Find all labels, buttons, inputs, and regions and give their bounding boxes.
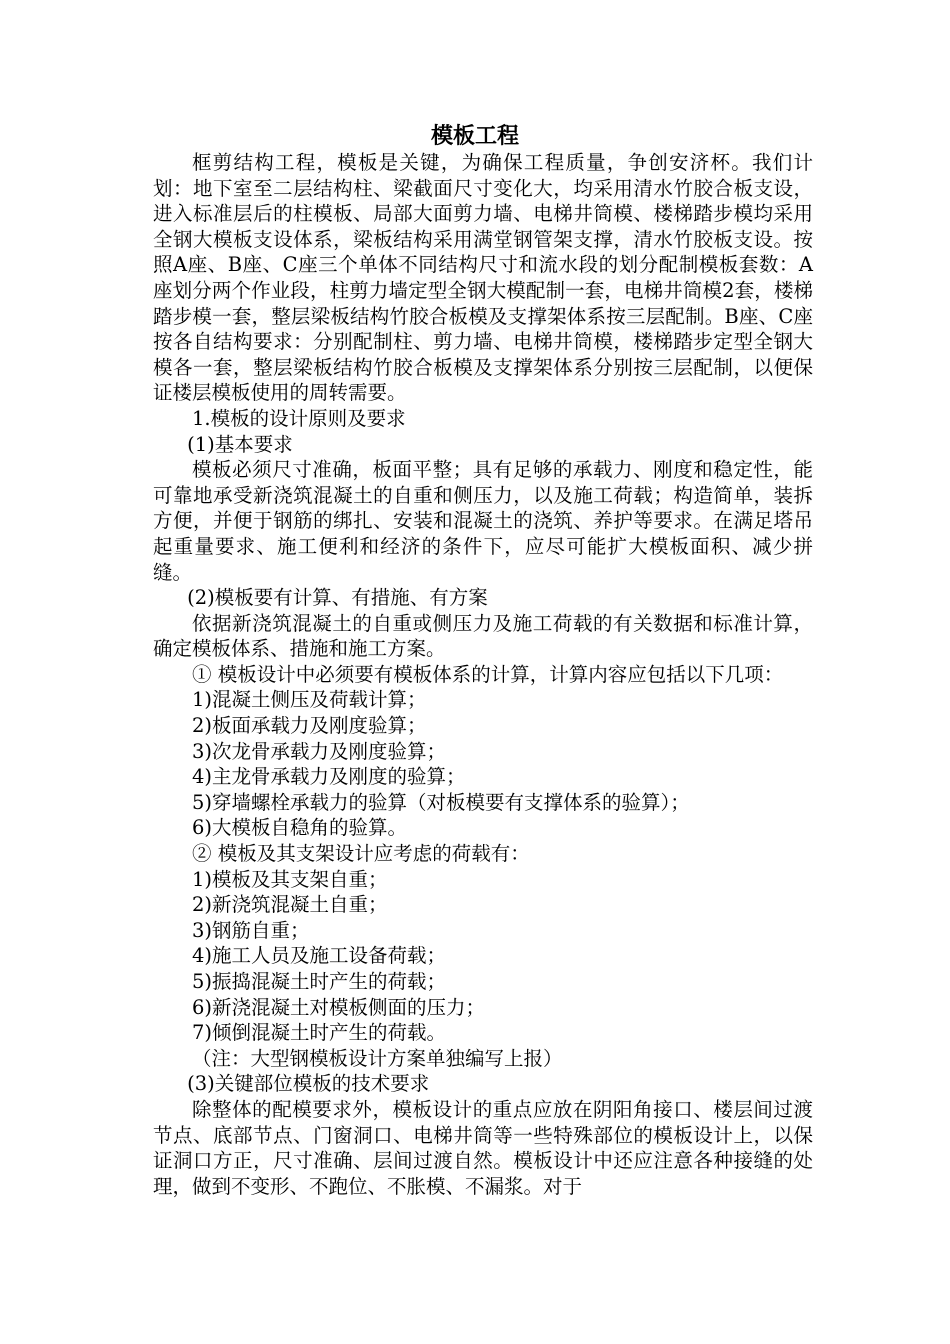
calc-list-intro: ① 模板设计中必须要有模板体系的计算，计算内容应包括以下几项： [192, 662, 784, 686]
list-item: 6)大模板自稳角的验算。 [192, 816, 408, 840]
list-item: 1)混凝土侧压及荷载计算； [192, 688, 427, 712]
document-body [153, 150, 813, 1199]
list-item: 5)振捣混凝土时产生的荷载； [192, 970, 447, 993]
load-list [153, 867, 813, 1046]
intro-paragraph: 框剪结构工程，模板是关键，为确保工程质量，争创安济杯。我们计划：地下室至二层结构柱、梁截面尺寸变化大，均采用清水竹胶合板支设，进入标准层后的柱模板、局部大面剪力墙、电梯井筒模、楼梯踏步模均采用全钢大模板支设体系，梁板结构采用满堂钢管架支撑，清水竹胶板支设。按照A座、B座、C座三个单体不同结构尺寸和流水段的划分配制模板套数：A座划分两个作业段，柱剪力墙定型全钢大模配制一套，电梯井筒模2套，楼梯踏步模一套，整层梁板结构竹胶合板模及支撑架体系按三层配制。B座、C座按各自结构要求：分别配制柱、剪力墙、电梯井筒模，楼梯踏步定型全钢大模各一套，整层梁板结构竹胶合板模及支撑架体系分别按三层配制，以便保证楼层模板使用的周转需要。 [153, 151, 813, 405]
subsection-heading: (2)模板要有计算、有措施、有方案 [187, 586, 488, 610]
list-item: 3)次龙骨承载力及刚度验算； [192, 739, 447, 763]
key-parts-paragraph: 除整体的配模要求外，模板设计的重点应放在阴阳角接口、楼层间过渡节点、底部节点、门窗洞口、电梯井筒等一些特殊部位的模板设计上，以保证洞口方正，尺寸准确、层间过渡自然。模板设计中还应注意各种接缝的处理，做到不变形、不跑位、不胀模、不漏浆。对于 [153, 1097, 813, 1198]
list-item: 3)钢筋自重； [192, 918, 310, 942]
page-title: 模板工程 [430, 124, 519, 149]
section-heading: 1.模板的设计原则及要求 [192, 406, 406, 430]
calc-list [153, 687, 813, 841]
subsection-heading: (1)基本要求 [187, 432, 293, 456]
list-item: 4)主龙骨承载力及刚度的验算； [192, 765, 466, 789]
list-item: 2)板面承载力及刚度验算； [192, 714, 427, 738]
subsection-heading: (3)关键部位模板的技术要求 [187, 1072, 430, 1096]
list-item: 2)新浇筑混凝土自重； [192, 893, 388, 917]
list-item: 1)模板及其支架自重； [192, 867, 388, 891]
list-item: 4)施工人员及施工设备荷载； [192, 944, 447, 968]
note: （注：大型钢模板设计方案单独编写上报） [192, 1046, 563, 1070]
list-item: 6)新浇混凝土对模板侧面的压力； [192, 995, 486, 1019]
basic-requirements-paragraph: 模板必须尺寸准确，板面平整；具有足够的承载力、刚度和稳定性，能可靠地承受新浇筑混凝土的自重和侧压力，以及施工荷载；构造简单，装拆方便，并便于钢筋的绑扎、安装和混凝土的浇筑、养护等要求。在满足塔吊起重量要求、施工便利和经济的条件下，应尽可能扩大模板面积、减少拼缝。 [153, 458, 813, 584]
list-item: 7)倾倒混凝土时产生的荷载。 [192, 1021, 447, 1045]
list-item: 5)穿墙螺栓承载力的验算（对板模要有支撑体系的验算）； [192, 790, 690, 814]
load-list-intro: ② 模板及其支架设计应考虑的荷载有： [192, 842, 530, 866]
calculation-paragraph: 依据新浇筑混凝土的自重或侧压力及施工荷载的有关数据和标准计算，确定模板体系、措施和施工方案。 [153, 611, 813, 661]
